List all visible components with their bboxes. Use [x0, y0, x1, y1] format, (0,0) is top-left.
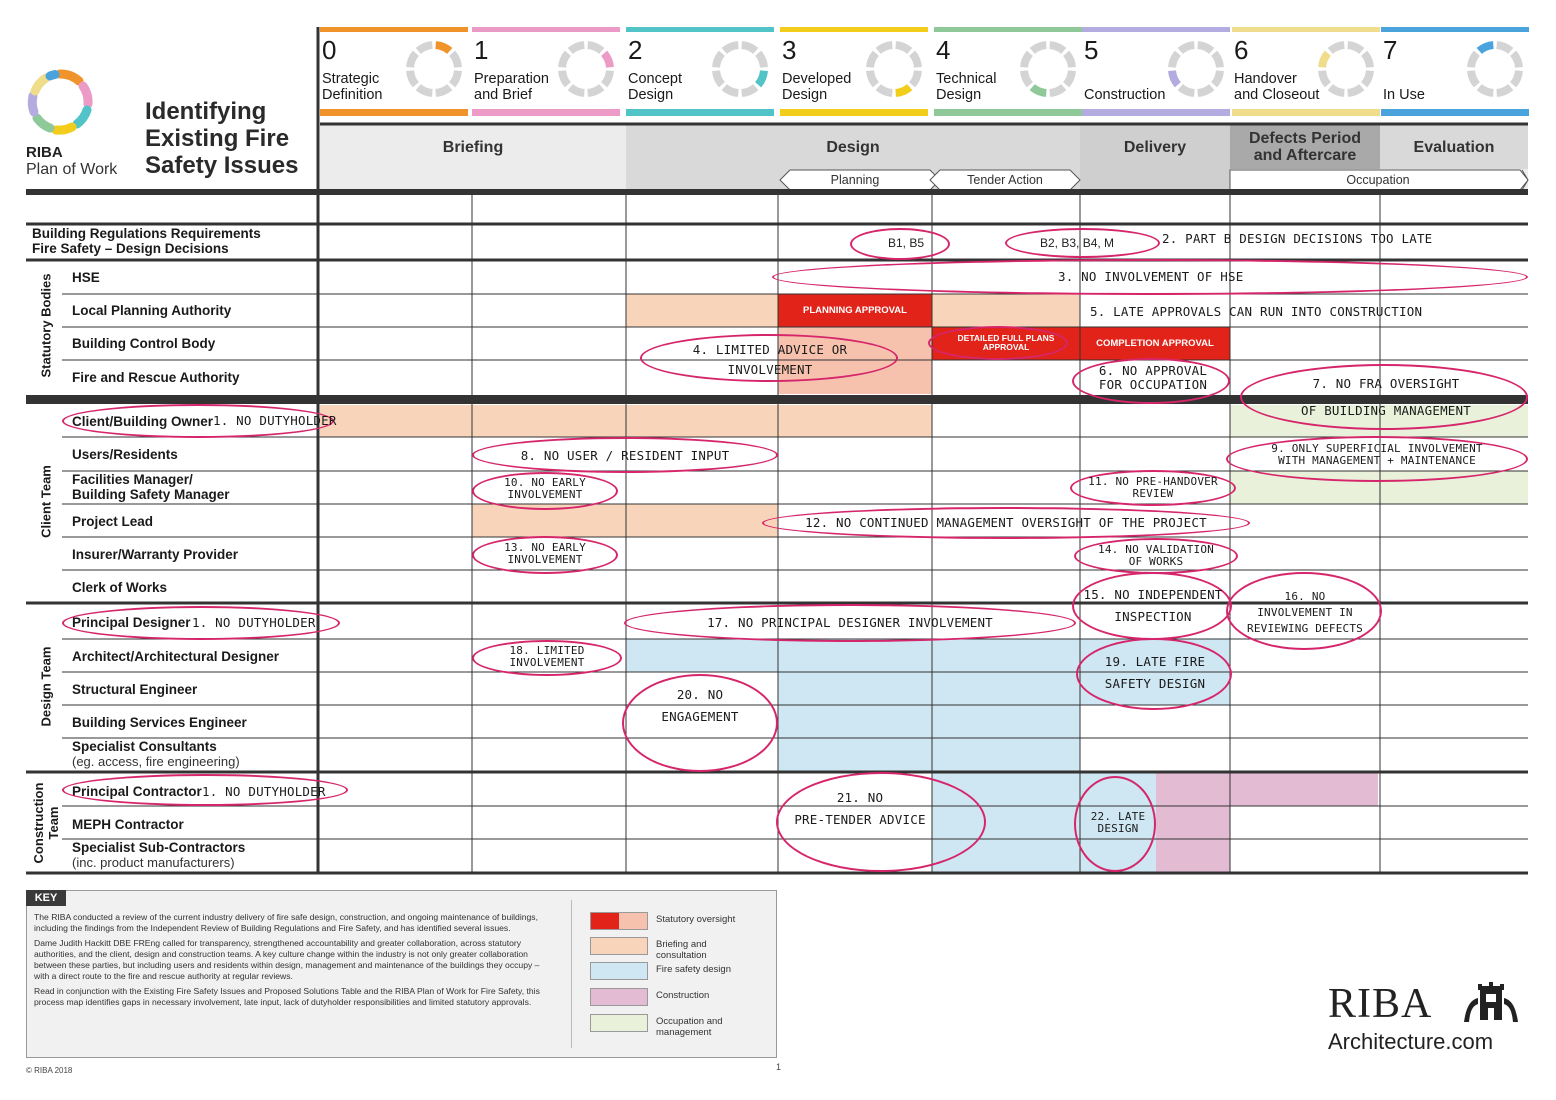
row-principal-designer: Principal Designer [72, 615, 191, 630]
row-fra: Fire and Rescue Authority [72, 370, 240, 385]
annotation-22-line-2: DESIGN [1097, 822, 1139, 835]
stage-number: 1 [474, 35, 489, 65]
annotation-10-line-1: 10. NO EARLY [504, 476, 586, 489]
ring-b1b5 [850, 228, 950, 260]
annotation-15-line-1: 15. NO INDEPENDENT [1083, 587, 1223, 602]
key-paragraph-1: The RIBA conducted a review of the current industry delivery of fire safe design, construction, and ongoing maintenance of buildings, including the findings from the Independent Review of Building Regulations and Fire Safety, and has identified several issues. [34, 912, 538, 933]
cell-b1b5: B1, B5 [888, 236, 925, 250]
annotation-9 [1232, 443, 1522, 467]
annotation-13-line-2: INVOLVEMENT [507, 553, 583, 566]
annotation-5: 5. LATE APPROVALS CAN RUN INTO CONSTRUCTION [1090, 304, 1423, 319]
annotation-11 [1078, 476, 1228, 500]
plan-of-work-label: Plan of Work [26, 161, 118, 178]
row-subcon-line-2: (inc. product manufacturers) [72, 855, 235, 870]
annotation-3: 3. NO INVOLVEMENT OF HSE [1058, 269, 1244, 284]
row-project-lead: Project Lead [72, 514, 154, 529]
copyright: © RIBA 2018 [26, 1066, 73, 1075]
row-subcon [72, 840, 245, 870]
legend-label: Construction [656, 990, 710, 1001]
row-meph: MEPH Contractor [72, 817, 184, 832]
annotation-16-line-3: REVIEWING DEFECTS [1247, 622, 1363, 635]
legend-swatch [590, 1014, 648, 1032]
phase-evaluation: Evaluation [1413, 139, 1495, 156]
annotation-19-line-1: 19. LATE FIRE [1104, 654, 1206, 669]
key-paragraph-2: Dame Judith Hackitt DBE FREng called for transparency, strengthened accountability and greater collaboration, across statutory authorities, and the client, design and construction teams. A key culture change within the industry is not only greater collaboration between these parties, but including users and residents within design, management and maintenance of the buildings they occupy – with a direct route to the fire and rescue authority at regular reviews. [34, 938, 540, 981]
stage-title: Developed Design [782, 71, 852, 103]
group-client: Client Team [38, 465, 54, 538]
group-statutory: Statutory Bodies [38, 273, 54, 378]
row-insurer: Insurer/Warranty Provider [72, 547, 239, 562]
key-text [34, 912, 554, 1008]
annotation-13-line-1: 13. NO EARLY [504, 541, 586, 554]
annotation-1-pd: 1. NO DUTYHOLDER [192, 615, 316, 630]
row-fm-line-1: Facilities Manager/ [72, 472, 193, 487]
annotation-19-line-2: SAFETY DESIGN [1104, 676, 1206, 691]
annotation-6-line-1: 6. NO APPROVAL [1098, 363, 1208, 378]
annotation-20 [626, 688, 774, 724]
riba-crest-icon [1460, 982, 1522, 1026]
legend-swatch [590, 988, 648, 1006]
annotation-11-line-2: REVIEW [1132, 487, 1174, 500]
annotation-7-line-2: OF BUILDING MANAGEMENT [1301, 403, 1471, 418]
stage-title: Handover and Closeout [1234, 71, 1320, 103]
stage-number: 3 [782, 35, 797, 65]
detailed-approval-line-1: DETAILED FULL PLANS [957, 333, 1055, 343]
stage-number: 5 [1084, 35, 1099, 65]
site-url[interactable]: Architecture.com [1328, 1029, 1494, 1054]
ring-b2b3 [1005, 228, 1160, 258]
annotation-10 [476, 477, 614, 501]
legend-label: Statutory oversight [656, 914, 736, 925]
annotation-12: 12. NO CONTINUED MANAGEMENT OVERSIGHT OF THE PROJECT [805, 515, 1207, 530]
row-bcb: Building Control Body [72, 336, 216, 351]
phase-defects-line-1: Defects Period [1248, 130, 1362, 147]
annotation-21-line-1: 21. NO [836, 790, 884, 805]
row-users: Users/Residents [72, 447, 178, 462]
legend-swatch [590, 912, 648, 930]
row-principal-contractor: Principal Contractor [72, 784, 202, 799]
ring-detailed [928, 326, 1068, 360]
annotation-4-line-2: INVOLVEMENT [727, 362, 813, 377]
annotation-9-line-1: 9. ONLY SUPERFICIAL INVOLVEMENT [1271, 442, 1483, 455]
annotation-15-line-2: INSPECTION [1114, 609, 1192, 624]
detailed-approval-line-2: APPROVAL [982, 342, 1030, 352]
planning-approval-label: PLANNING APPROVAL [803, 305, 907, 316]
stage-number: 4 [936, 35, 951, 65]
legend-label: Occupation and management [656, 1016, 723, 1038]
subphase-occupation: Occupation [1346, 173, 1410, 187]
group-construction [31, 773, 61, 873]
row-specialist [72, 739, 240, 769]
group-construction-line-2: Team [46, 806, 61, 840]
cell-b2b3: B2, B3, B4, M [1040, 236, 1115, 250]
annotation-16 [1230, 589, 1380, 637]
legend-label: Fire safety design [656, 964, 731, 975]
page-title-line-3: Safety Issues [145, 152, 299, 179]
annotation-2: 2. PART B DESIGN DECISIONS TOO LATE [1162, 231, 1433, 246]
row-services: Building Services Engineer [72, 715, 247, 730]
row-subcon-line-1: Specialist Sub-Contractors [72, 840, 246, 855]
row-lpa: Local Planning Authority [72, 303, 232, 318]
riba-wordmark: RIBA [26, 144, 63, 161]
row-specialist-line-2: (eg. access, fire engineering) [72, 754, 240, 769]
row-bldg-regs [32, 226, 261, 256]
annotation-14 [1080, 544, 1232, 568]
page-title-line-2: Existing Fire [145, 125, 290, 152]
legend-swatch [590, 962, 648, 980]
annotation-14-line-2: OF WORKS [1128, 555, 1184, 568]
stage-title: Strategic Definition [322, 71, 383, 103]
phase-design: Design [826, 139, 880, 156]
stage-number: 0 [322, 35, 337, 65]
annotation-1-owner: 1. NO DUTYHOLDER [213, 413, 337, 428]
riba-brand: RIBA [1328, 981, 1433, 1027]
annotation-9-line-2: WITH MANAGEMENT + MAINTENANCE [1278, 454, 1476, 467]
completion-approval-label: COMPLETION APPROVAL [1096, 338, 1214, 349]
page-number: 1 [776, 1062, 782, 1072]
group-design: Design Team [38, 646, 54, 727]
annotation-8: 8. NO USER / RESIDENT INPUT [520, 448, 730, 463]
phase-delivery: Delivery [1123, 139, 1187, 156]
key-divider [571, 900, 572, 1048]
legend-swatch [590, 937, 648, 955]
annotation-16-line-1: 16. NO [1284, 590, 1326, 603]
stage-title: Construction [1084, 87, 1166, 103]
row-architect: Architect/Architectural Designer [72, 649, 280, 664]
annotation-10-line-2: INVOLVEMENT [507, 488, 583, 501]
row-specialist-line-1: Specialist Consultants [72, 739, 217, 754]
annotation-6-line-2: FOR OCCUPATION [1098, 377, 1208, 392]
annotation-7-line-1: 7. NO FRA OVERSIGHT [1312, 376, 1460, 391]
key-heading: KEY [26, 890, 66, 906]
stage-title: Technical Design [936, 71, 997, 103]
annotation-6 [1080, 364, 1226, 392]
stage-number: 7 [1383, 35, 1398, 65]
stage-title: Preparation and Brief [474, 71, 549, 103]
row-client-owner: Client/Building Owner [72, 414, 213, 429]
row-structural: Structural Engineer [72, 682, 198, 697]
annotation-14-line-1: 14. NO VALIDATION [1098, 543, 1214, 556]
annotation-11-line-1: 11. NO PRE-HANDOVER [1088, 475, 1218, 488]
annotation-15 [1078, 588, 1228, 624]
row-fm [72, 472, 230, 502]
row-bldg-regs-line-1: Building Regulations Requirements [32, 226, 261, 241]
phase-defects-line-2: and Aftercare [1253, 147, 1357, 164]
phase-briefing: Briefing [442, 139, 504, 156]
stage-title: Concept Design [628, 71, 683, 103]
annotation-19 [1080, 655, 1230, 691]
row-clerk: Clerk of Works [72, 580, 168, 595]
page-title-line-1: Identifying [145, 98, 267, 125]
annotation-1-pc: 1. NO DUTYHOLDER [202, 784, 326, 799]
stage-title: In Use [1383, 87, 1425, 103]
subphase-tender: Tender Action [967, 173, 1043, 187]
row-hse: HSE [72, 270, 100, 285]
subphase-planning: Planning [830, 173, 880, 187]
stage-number: 2 [628, 35, 643, 65]
annotation-21-line-2: PRE-TENDER ADVICE [794, 812, 926, 827]
annotation-18 [476, 645, 618, 669]
annotation-13 [476, 542, 614, 566]
annotation-18-line-2: INVOLVEMENT [509, 656, 585, 669]
legend-label: Briefing and consultation [656, 939, 707, 961]
annotation-20-line-2: ENGAGEMENT [661, 709, 739, 724]
annotation-22-line-1: 22. LATE [1090, 810, 1146, 823]
stage-number: 6 [1234, 35, 1249, 65]
annotation-4-line-1: 4. LIMITED ADVICE OR [692, 342, 848, 357]
annotation-4 [660, 343, 880, 377]
annotation-20-line-1: 20. NO [676, 687, 724, 702]
annotation-7 [1254, 377, 1518, 418]
annotation-21 [780, 791, 940, 827]
annotation-22 [1080, 811, 1156, 835]
annotation-17: 17. NO PRINCIPAL DESIGNER INVOLVEMENT [707, 615, 993, 630]
row-bldg-regs-line-2: Fire Safety – Design Decisions [32, 241, 229, 256]
group-construction-line-1: Construction [31, 782, 46, 864]
annotation-16-line-2: INVOLVEMENT IN [1257, 606, 1353, 619]
key-paragraph-3: Read in conjunction with the Existing Fire Safety Issues and Proposed Solutions Table and the RIBA Plan of Work for Fire Safety, this process map identifies gaps in necessary involvement, late input, lack of dutyholder responsibilities and limited statutory approvals. [34, 986, 540, 1007]
row-fm-line-2: Building Safety Manager [72, 487, 230, 502]
annotation-18-line-1: 18. LIMITED [509, 644, 585, 657]
